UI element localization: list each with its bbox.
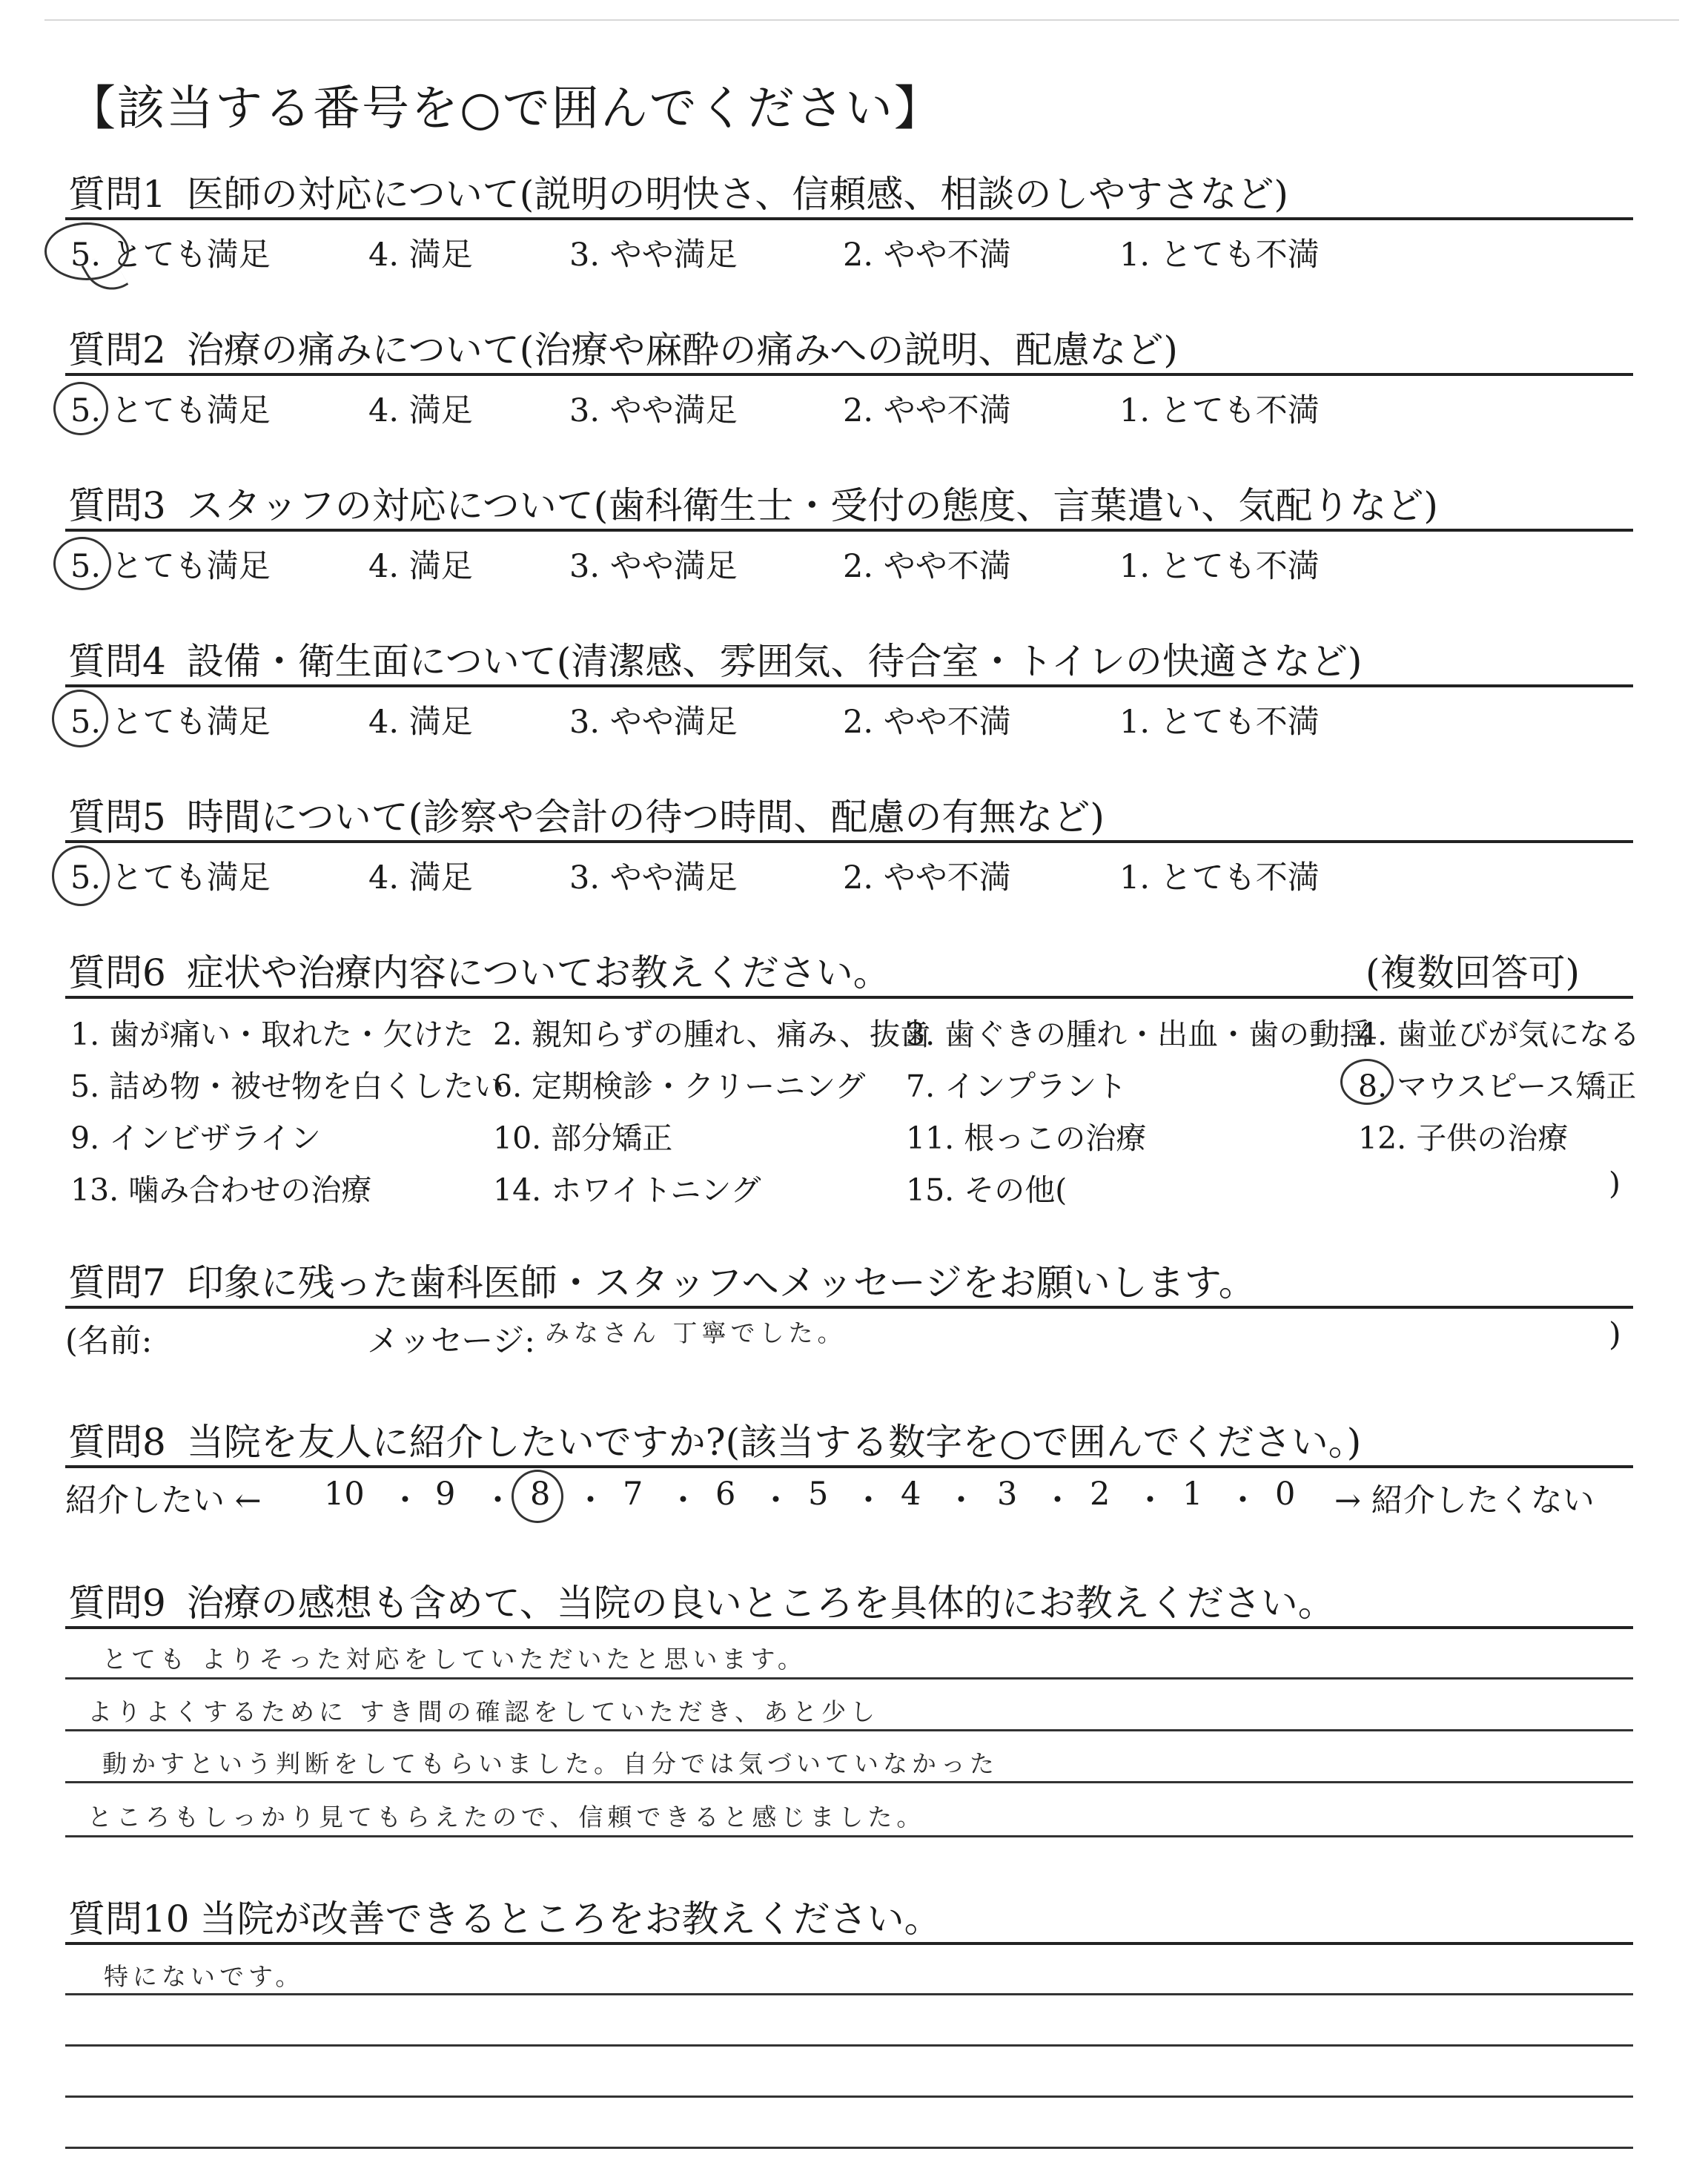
symptom-option-12[interactable]: 12. 子供の治療 (1358, 1120, 1569, 1156)
symptom-option-13[interactable]: 13. 噛み合わせの治療 (70, 1172, 372, 1208)
symptom-option-6[interactable]: 6. 定期検診・クリーニング (493, 1069, 866, 1104)
option-5[interactable]: 5. とても満足 (70, 859, 271, 896)
option-4[interactable]: 4. 満足 (368, 704, 473, 741)
symptom-option-8[interactable]: 8. マウスピース矯正 (1358, 1069, 1637, 1104)
question-6-rule (65, 996, 1633, 999)
question-number: 質問5 (68, 796, 166, 839)
message-handwritten[interactable]: みなさん 丁寧でした。 (545, 1318, 847, 1347)
scale-separator: ・ (667, 1482, 699, 1519)
name-label: (名前: (65, 1323, 153, 1360)
question-text: 印象に残った歯科医師・スタッフへメッセージをお願いします。 (186, 1261, 1256, 1304)
scale-separator: ・ (575, 1482, 606, 1519)
answer-rule (65, 1781, 1633, 1783)
symptom-option-3[interactable]: 3. 歯ぐきの腫れ・出血・歯の動揺 (906, 1017, 1371, 1052)
question-2-rule (65, 373, 1633, 376)
option-5[interactable]: 5. とても満足 (70, 392, 271, 429)
scale-8[interactable]: 8 (530, 1476, 551, 1513)
question-1-heading (68, 165, 1288, 218)
scale-2[interactable]: 2 (1090, 1476, 1110, 1513)
scale-separator: ・ (945, 1482, 977, 1519)
selection-circle (53, 382, 108, 435)
page-title: 【該当する番号を○で囲んでください】 (68, 82, 943, 136)
question-text: 治療の痛みについて(治療や麻酔の痛みへの説明、配慮など) (186, 328, 1178, 371)
scale-6[interactable]: 6 (715, 1476, 736, 1513)
option-3[interactable]: 3. やや満足 (569, 548, 738, 585)
message-close-paren: ) (1609, 1316, 1621, 1353)
option-4[interactable]: 4. 満足 (368, 548, 473, 585)
question-text: 治療の感想も含めて、当院の良いところを具体的にお教えください。 (186, 1582, 1335, 1625)
question-4-heading (68, 632, 1362, 685)
question-text: 時間について(診察や会計の待つ時間、配慮の有無など) (186, 796, 1105, 839)
symptom-option-7[interactable]: 7. インプラント (906, 1069, 1128, 1104)
answer-line-2[interactable]: よりよくするために すき間の確認をしていただき、あと少し (87, 1697, 880, 1726)
scale-separator: ・ (1134, 1482, 1166, 1519)
selection-circle (52, 845, 110, 906)
option-1[interactable]: 1. とても不満 (1119, 392, 1320, 429)
message-label: メッセージ: (367, 1323, 535, 1360)
option-4[interactable]: 4. 満足 (368, 237, 473, 274)
answer-rule (65, 1993, 1633, 1995)
multiple-answers-note: (複数回答可) (1366, 951, 1580, 994)
symptom-option-14[interactable]: 14. ホワイトニング (493, 1172, 761, 1208)
option-3[interactable]: 3. やや満足 (569, 392, 738, 429)
question-9-rule (65, 1626, 1633, 1629)
question-3-rule (65, 529, 1633, 532)
question-number: 質問10 (68, 1898, 190, 1941)
answer-rule (65, 2095, 1633, 2098)
option-1[interactable]: 1. とても不満 (1119, 237, 1320, 274)
option-2[interactable]: 2. やや不満 (843, 859, 1011, 896)
selection-circle (1340, 1059, 1394, 1105)
symptom-option-10[interactable]: 10. 部分矯正 (493, 1120, 673, 1156)
question-5-heading (68, 787, 1105, 841)
scale-1[interactable]: 1 (1182, 1476, 1203, 1513)
option-4[interactable]: 4. 満足 (368, 392, 473, 429)
answer-rule (65, 1729, 1633, 1731)
option-2[interactable]: 2. やや不満 (843, 392, 1011, 429)
symptom-option-2[interactable]: 2. 親知らずの腫れ、痛み、抜歯 (493, 1017, 931, 1052)
answer-line-4[interactable]: ところもしっかり見てもらえたので、信頼できると感じました。 (87, 1803, 926, 1832)
symptom-option-15[interactable]: 15. その他( (906, 1172, 1068, 1208)
answer-line-1[interactable]: 特にないです。 (104, 1962, 305, 1991)
question-text: 設備・衛生面について(清潔感、雰囲気、待合室・トイレの快適さなど) (186, 640, 1363, 683)
question-4-rule (65, 684, 1633, 687)
question-6-heading (68, 943, 890, 997)
symptom-option-9[interactable]: 9. インビザライン (70, 1120, 321, 1156)
option-1[interactable]: 1. とても不満 (1119, 548, 1320, 585)
question-number: 質問2 (68, 328, 166, 371)
question-number: 質問3 (68, 484, 166, 527)
question-2-heading (68, 320, 1178, 374)
question-text: 当院が改善できるところをお教えください。 (199, 1898, 941, 1941)
option-4[interactable]: 4. 満足 (368, 859, 473, 896)
selection-circle (52, 690, 108, 747)
question-text: 当院を友人に紹介したいですか?(該当する数字を○で囲んでください。) (186, 1421, 1362, 1464)
scale-separator: ・ (482, 1482, 514, 1519)
answer-rule (65, 2147, 1633, 2149)
question-number: 質問9 (68, 1582, 166, 1625)
scale-separator: ・ (389, 1482, 421, 1519)
question-7-rule (65, 1306, 1633, 1309)
question-number: 質問6 (68, 951, 166, 994)
question-text: 医師の対応について(説明の明快さ、信頼感、相談のしやすさなど) (186, 173, 1288, 216)
scale-4[interactable]: 4 (901, 1476, 921, 1513)
answer-rule (65, 1835, 1633, 1837)
option-5[interactable]: 5. とても満足 (70, 704, 271, 741)
symptom-option-1[interactable]: 1. 歯が痛い・取れた・欠けた (70, 1017, 474, 1052)
option-3[interactable]: 3. やや満足 (569, 237, 738, 274)
scale-5[interactable]: 5 (808, 1476, 829, 1513)
scale-10[interactable]: 10 (324, 1476, 365, 1513)
recommend-left-label: 紹介したい ← (65, 1482, 262, 1519)
scale-separator: ・ (1227, 1482, 1259, 1519)
question-9-heading (68, 1573, 1335, 1627)
scale-separator: ・ (1042, 1482, 1073, 1519)
answer-rule (65, 2044, 1633, 2047)
symptom-option-11[interactable]: 11. 根っこの治療 (906, 1120, 1147, 1156)
option-1[interactable]: 1. とても不満 (1119, 859, 1320, 896)
question-text: 症状や治療内容についてお教えください。 (186, 951, 890, 994)
option-5[interactable]: 5. とても満足 (70, 548, 271, 585)
option-2[interactable]: 2. やや不満 (843, 548, 1011, 585)
other-close-paren: ) (1609, 1166, 1621, 1201)
question-7-heading (68, 1253, 1256, 1307)
scale-7[interactable]: 7 (623, 1476, 643, 1513)
option-3[interactable]: 3. やや満足 (569, 859, 738, 896)
question-number: 質問1 (68, 173, 166, 216)
scale-0[interactable]: 0 (1275, 1476, 1296, 1513)
top-border (44, 19, 1679, 21)
question-text: スタッフの対応について(歯科衛生士・受付の態度、言葉遣い、気配りなど) (186, 484, 1438, 527)
question-10-heading (68, 1889, 941, 1943)
question-3-heading (68, 476, 1438, 529)
scale-9[interactable]: 9 (435, 1476, 456, 1513)
symptom-option-4[interactable]: 4. 歯並びが気になる (1358, 1017, 1641, 1052)
question-number: 質問8 (68, 1421, 166, 1464)
recommend-right-label: → 紹介したくない (1334, 1482, 1595, 1519)
option-2[interactable]: 2. やや不満 (843, 237, 1011, 274)
scale-separator: ・ (853, 1482, 884, 1519)
question-8-heading (68, 1413, 1361, 1466)
question-8-rule (65, 1465, 1633, 1468)
question-number: 質問7 (68, 1261, 166, 1304)
scale-3[interactable]: 3 (997, 1476, 1018, 1513)
question-5-rule (65, 840, 1633, 843)
selection-circle (53, 537, 111, 590)
scale-separator: ・ (760, 1482, 792, 1519)
selection-circle (512, 1470, 563, 1523)
option-2[interactable]: 2. やや不満 (843, 704, 1011, 741)
symptom-option-5[interactable]: 5. 詰め物・被せ物を白くしたい (70, 1069, 505, 1104)
answer-line-1[interactable]: とても よりそった対応をしていただいたと思います。 (102, 1645, 807, 1674)
option-3[interactable]: 3. やや満足 (569, 704, 738, 741)
option-5[interactable]: 5. とても満足 (70, 237, 271, 274)
question-1-rule (65, 217, 1633, 220)
answer-rule (65, 1677, 1633, 1680)
question-number: 質問4 (68, 640, 166, 683)
option-1[interactable]: 1. とても不満 (1119, 704, 1320, 741)
answer-line-3[interactable]: 動かすという判断をしてもらいました。自分では気づいていなかった (102, 1749, 999, 1778)
question-10-rule (65, 1942, 1633, 1945)
